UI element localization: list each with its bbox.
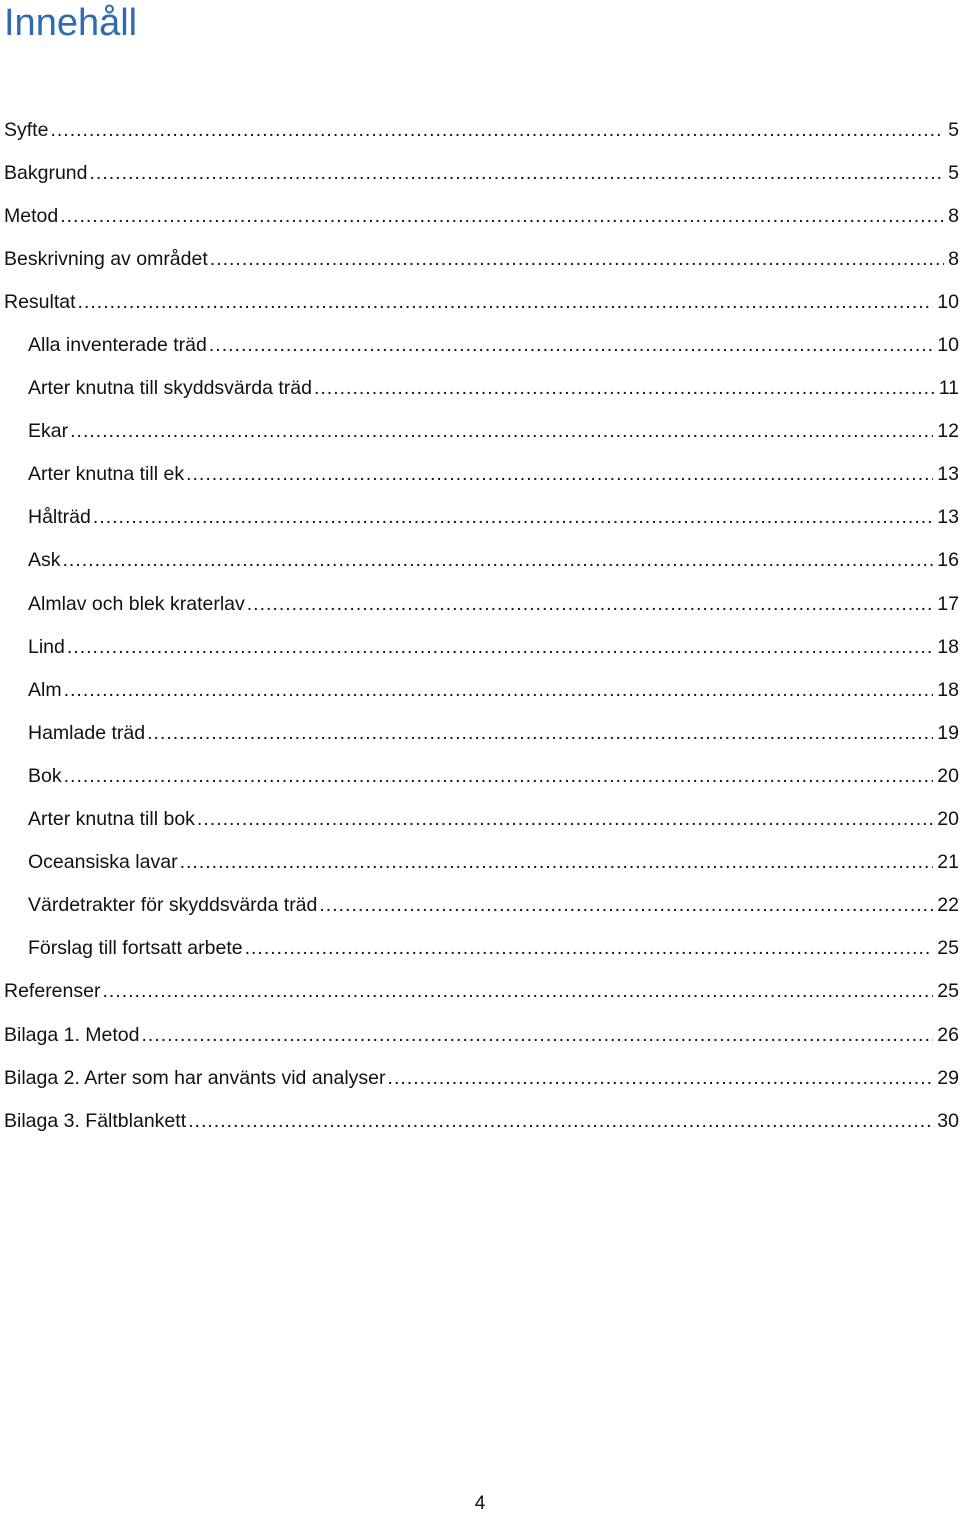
toc-dot-leader [63, 548, 934, 572]
toc-entry[interactable] [0, 539, 960, 582]
toc-entry-title: Värdetrakter för skyddsvärda träd [28, 894, 318, 917]
toc-entry-page-number: 17 [937, 592, 959, 615]
toc-entry-title: Metod [4, 204, 59, 227]
toc-entry[interactable] [0, 754, 960, 797]
toc-entry[interactable] [0, 496, 960, 539]
toc-dot-leader [70, 419, 933, 443]
toc-entry[interactable] [0, 711, 960, 754]
toc-entry[interactable] [0, 927, 960, 970]
toc-entry[interactable] [0, 1056, 960, 1099]
toc-entry-title: Alm [28, 678, 62, 701]
toc-entry-page-number: 8 [948, 247, 959, 270]
toc-entry-page-number: 25 [937, 937, 959, 960]
toc-entry-page-number: 20 [937, 764, 959, 787]
toc-entry[interactable] [0, 367, 960, 410]
toc-entry[interactable] [0, 841, 960, 884]
toc-entry-title: Syfte [4, 118, 49, 141]
toc-entry[interactable] [0, 280, 960, 323]
toc-entry-page-number: 29 [937, 1066, 959, 1089]
toc-dot-leader [245, 936, 934, 960]
toc-entry[interactable] [0, 582, 960, 625]
toc-entry-page-number: 5 [948, 161, 959, 184]
toc-entry-title: Bilaga 3. Fältblankett [4, 1109, 187, 1132]
toc-dot-leader [67, 635, 933, 659]
toc-entry[interactable] [0, 108, 960, 151]
toc-dot-leader [388, 1066, 934, 1090]
toc-dot-leader [93, 505, 933, 529]
toc-entry-title: Arter knutna till skyddsvärda träd [28, 377, 312, 400]
toc-dot-leader [209, 333, 933, 357]
toc-entry-page-number: 8 [948, 204, 959, 227]
toc-entry[interactable] [0, 453, 960, 496]
toc-entry-page-number: 19 [937, 721, 959, 744]
toc-entry[interactable] [0, 151, 960, 194]
toc-entry-page-number: 12 [937, 420, 959, 443]
toc-entry-title: Almlav och blek kraterlav [28, 592, 245, 615]
toc-entry[interactable] [0, 237, 960, 280]
toc-entry-page-number: 25 [937, 980, 959, 1003]
toc-dot-leader [89, 161, 944, 185]
toc-entry[interactable] [0, 798, 960, 841]
toc-entry-title: Referenser [4, 980, 101, 1003]
toc-entry[interactable] [0, 970, 960, 1013]
toc-dot-leader [180, 850, 934, 874]
toc-entry-title: Ask [28, 549, 61, 572]
page-number: 4 [474, 1493, 486, 1514]
toc-entry-page-number: 21 [937, 851, 959, 874]
toc-entry-page-number: 18 [937, 635, 959, 658]
toc-dot-leader [64, 764, 934, 788]
toc-entry[interactable] [0, 410, 960, 453]
table-of-contents [0, 108, 960, 1142]
toc-entry-title: Förslag till fortsatt arbete [28, 937, 243, 960]
toc-entry-page-number: 10 [937, 290, 959, 313]
toc-entry-page-number: 30 [937, 1109, 959, 1132]
toc-dot-leader [186, 462, 933, 486]
toc-entry[interactable] [0, 668, 960, 711]
toc-entry-page-number: 26 [937, 1023, 959, 1046]
toc-entry-title: Resultat [4, 290, 76, 313]
toc-entry-title: Bilaga 2. Arter som har använts vid analyser [4, 1066, 386, 1089]
toc-entry-title: Alla inventerade träd [28, 334, 207, 357]
toc-dot-leader [314, 376, 935, 400]
toc-dot-leader [247, 592, 934, 616]
toc-entry-title: Arter knutna till ek [28, 463, 185, 486]
toc-dot-leader [50, 118, 944, 142]
toc-entry-page-number: 11 [938, 377, 959, 400]
toc-entry-title: Hålträd [28, 506, 91, 529]
toc-entry-page-number: 16 [937, 549, 959, 572]
toc-entry[interactable] [0, 1013, 960, 1056]
toc-entry[interactable] [0, 323, 960, 366]
toc-entry-title: Beskrivning av området [4, 247, 208, 270]
toc-entry-page-number: 20 [937, 808, 959, 831]
toc-dot-leader [188, 1109, 933, 1133]
toc-entry[interactable] [0, 884, 960, 927]
toc-dot-leader [142, 1023, 934, 1047]
toc-entry-title: Bilaga 1. Metod [4, 1023, 140, 1046]
toc-entry-page-number: 5 [948, 118, 959, 141]
toc-entry-title: Arter knutna till bok [28, 808, 195, 831]
toc-dot-leader [60, 204, 944, 228]
toc-entry-title: Oceansiska lavar [28, 851, 178, 874]
toc-entry-title: Bok [28, 764, 62, 787]
toc-entry-page-number: 13 [937, 506, 959, 529]
toc-dot-leader [210, 247, 944, 271]
toc-entry-title: Lind [28, 635, 65, 658]
toc-entry[interactable] [0, 1099, 960, 1142]
toc-entry-page-number: 10 [937, 334, 959, 357]
toc-entry-page-number: 22 [937, 894, 959, 917]
toc-dot-leader [197, 807, 933, 831]
toc-dot-leader [147, 721, 933, 745]
toc-entry-title: Bakgrund [4, 161, 88, 184]
page-title: Innehåll [4, 2, 138, 44]
toc-dot-leader [78, 290, 934, 314]
toc-entry[interactable] [0, 625, 960, 668]
toc-entry-title: Hamlade träd [28, 721, 146, 744]
toc-entry-page-number: 18 [937, 678, 959, 701]
toc-entry-page-number: 13 [937, 463, 959, 486]
toc-entry[interactable] [0, 194, 960, 237]
toc-entry-title: Ekar [28, 420, 69, 443]
toc-dot-leader [102, 979, 933, 1003]
toc-dot-leader [64, 678, 934, 702]
toc-dot-leader [319, 893, 933, 917]
